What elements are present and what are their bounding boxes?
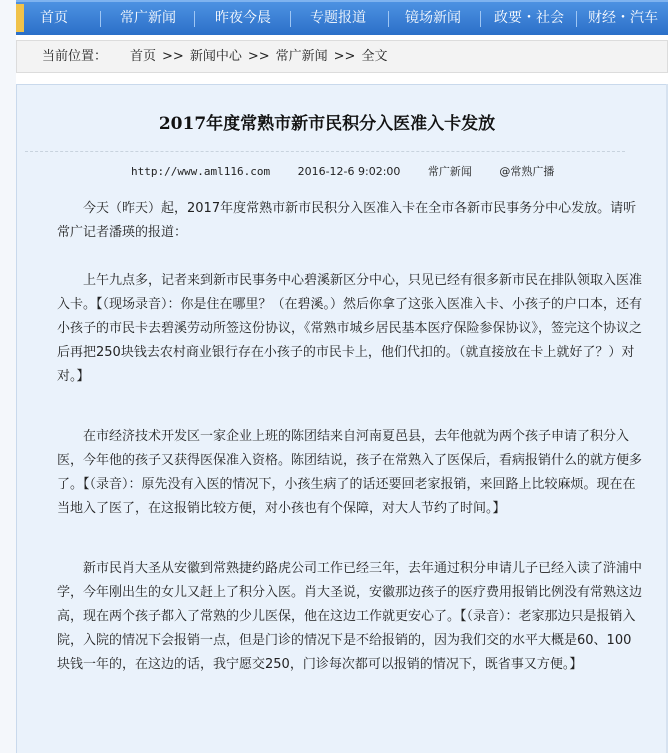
article-source: @常熟广播 (499, 165, 555, 178)
nav-item-special-report[interactable]: 专题报道 (310, 10, 366, 26)
article-title: 2017年度常熟市新市民积分入医准入卡发放 (158, 114, 496, 134)
breadcrumb-trail (130, 41, 387, 72)
nav-item-town-news[interactable]: 镜场新闻 (405, 10, 461, 26)
nav-item-cgnews[interactable]: 常广新闻 (120, 10, 176, 26)
nav-separator (576, 11, 577, 27)
article-meta (131, 163, 578, 179)
article-source-url: http://www.aml116.com (131, 165, 271, 178)
breadcrumb-separator: >> (333, 49, 356, 64)
article-paragraph: 在市经济技术开发区一家企业上班的陈团结来自河南夏邑县，去年他就为两个孩子申请了积分入医，今年他的孩子又获得医保准入资格。陈团结说，孩子在常熟入了医保后，看病报销什么的就方便多了。【（录音）：原先没有入医的情况下，小孩生病了的话还要回老家报销，来回路上比较麻烦。现在在当地入了医了，在这报销比较方便，对小孩也有个保障，对大人节约了时间。】 (57, 429, 643, 516)
article-body (57, 197, 643, 677)
nav-separator (290, 11, 291, 27)
nav-item-last-night[interactable]: 昨夜今晨 (215, 10, 271, 26)
article-paragraph: 今天（昨天）起，2017年度常熟市新市民积分入医准入卡在全市各新市民事务分中心发放。请听常广记者潘瑛的报道： (57, 201, 637, 240)
nav-separator (100, 11, 101, 27)
article-panel (16, 84, 668, 753)
article-datetime: 2016-12-6 9:02:00 (297, 165, 401, 178)
nav-item-finance-auto[interactable]: 财经・汽车 (588, 10, 658, 26)
breadcrumb-separator: >> (162, 49, 184, 64)
breadcrumb-news-center[interactable]: 新闻中心 (189, 49, 242, 64)
top-navigation (16, 0, 668, 35)
nav-item-politics-society[interactable]: 政要・社会 (494, 10, 564, 26)
breadcrumb-current: 全文 (361, 49, 388, 64)
logo-edge (16, 4, 24, 32)
page-left-margin (0, 0, 16, 753)
breadcrumb-separator: >> (247, 49, 270, 64)
breadcrumb-cgnews[interactable]: 常广新闻 (275, 49, 328, 64)
title-divider (25, 151, 625, 152)
breadcrumb-home[interactable]: 首页 (130, 49, 157, 64)
breadcrumb-label: 当前位置： (42, 49, 108, 64)
nav-item-home[interactable]: 首页 (40, 10, 68, 26)
nav-separator (194, 11, 195, 27)
article-paragraph: 新市民肖大圣从安徽到常熟捷约路虎公司工作已经三年，去年通过积分申请儿子已经入读了浒浦中学，今年刚出生的女儿又赶上了积分入医。肖大圣说，安徽那边孩子的医疗费用报销比例没有常熟这边高，现在两个孩子都入了常熟的少儿医保，他在这边工作就更安心了。【（录音）：老家那边只是报销入院，入院的情况下会报销一点，但是门诊的情况下是不给报销的，因为我们交的水平大概是60、100块钱一年的，在这边的话，我宁愿交250，门诊每次都可以报销的情况下，既省事又方便。】 (57, 561, 643, 672)
article-category: 常广新闻 (427, 165, 472, 178)
nav-separator (388, 11, 389, 27)
article-paragraph: 上午九点多，记者来到新市民事务中心碧溪新区分中心，只见已经有很多新市民在排队领取入医准入卡。【（现场录音）：你是住在哪里？（在碧溪。）然后你拿了这张入医准入卡、小孩子的户口本，还有小孩子的市民卡去碧溪劳动所签这份协议，《常熟市城乡居民基本医疗保险参保协议》，签完这个协议之后再把250块钱去农村商业银行存在小孩子的市民卡上，他们代扣的。（就直接放在卡上就好了？）对对。】 (57, 273, 643, 384)
nav-separator (480, 11, 481, 27)
breadcrumb (16, 40, 668, 73)
